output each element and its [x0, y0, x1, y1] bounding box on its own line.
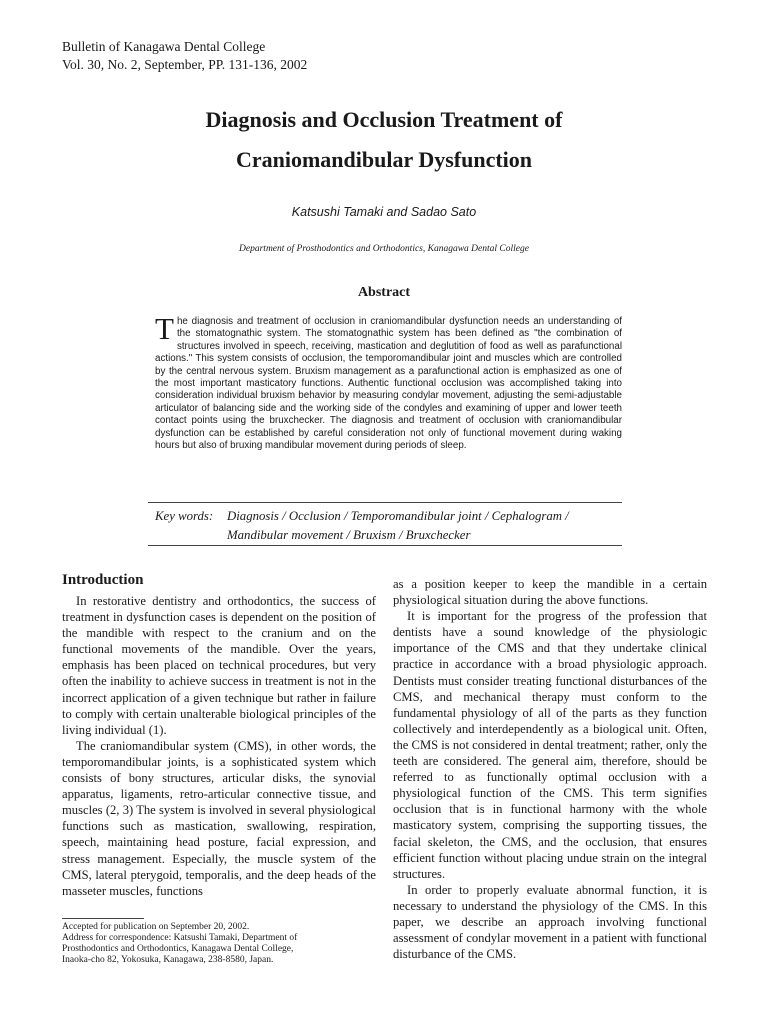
- abstract-text: he diagnosis and treatment of occlusion in craniomandibular dysfunction needs an understanding of the stomatognathic system. The stomatognathic system has been defined as "the combination of structures involved in speech, receiving, mastication and deglutition of food as well as parafunctional actions." This system consists of occlusion, the temporomandibular joint and muscles which are controlled by the central nervous system. Bruxism management as a parafunctional action is emphasized as one of the most important masticatory functions. Authentic functional occlusion was accomplished taking into consideration individual bruxism behavior by measuring condylar movement, adjusting the semi-adjustable articulator of balancing side and the working side of the condyles and examining of upper and lower teeth contact points using the bruxchecker. The diagnosis and treatment of occlusion with craniomandibular dysfunction can be established by careful consideration not only of functional movement during waking hours but also of bruxing mandibular movement during periods of sleep.: [155, 316, 622, 452]
- right-column: [393, 576, 707, 962]
- keywords-bottom-rule: [148, 545, 622, 546]
- footnote: [62, 922, 382, 966]
- footnote-address-2: Prosthodontics and Orthodontics, Kanagawa Dental College,: [62, 944, 294, 954]
- abstract-body: [155, 311, 622, 452]
- footnote-address-3: Inaoka-cho 82, Yokosuka, Kanagawa, 238-8580, Japan.: [62, 955, 274, 965]
- title-line-1: Diagnosis and Occlusion Treatment of: [205, 107, 563, 132]
- right-paragraph-1: It is important for the progress of the profession that dentists have a sound knowledge of the physiologic importance of the CMS and that they undertake clinical practice in accordance with a broad physiologic approach. Dentists must consider treating functional disturbances of the CMS, and mechanical therapy must conform to the fundamental physiology of all of the parts as they function collectively and interdependently as a biological unit. Often, the CMS is not considered in dental treatment; rather, only the teeth are considered. The general aim, therefore, should be referred to as functionally optimal occlusion with a physiological function of the CMS. This term signifies occlusion that is in functional harmony with the whole masticatory system, comprising the supporting tissues, the facial skeleton, the CMS, and the occlusion, that ensures efficient function without placing undue strain on the integral structures.: [393, 609, 707, 881]
- keywords-label: Key words:: [155, 509, 214, 523]
- right-paragraph-continued: as a position keeper to keep the mandible in a certain physiological situation during the above functions.: [393, 577, 707, 608]
- keywords-top-rule: [148, 502, 622, 503]
- title-line-2: Craniomandibular Dysfunction: [235, 147, 533, 172]
- footnote-rule: [62, 918, 144, 919]
- footnote-accepted: Accepted for publication on September 20, 2002.: [62, 922, 250, 932]
- affiliation: Department of Prosthodontics and Orthodontics, Kanagawa Dental College: [239, 244, 529, 254]
- authors: Katsushi Tamaki and Sadao Sato: [291, 205, 477, 219]
- left-column: [62, 572, 376, 899]
- abstract-dropcap: T: [155, 311, 174, 346]
- journal-volume: Vol. 30, No. 2, September, PP. 131-136, 2002: [62, 57, 308, 72]
- journal-name: Bulletin of Kanagawa Dental College: [62, 39, 266, 54]
- journal-citation: [62, 38, 307, 74]
- abstract-heading: Abstract: [357, 285, 411, 300]
- keywords-line-1: Diagnosis / Occlusion / Temporomandibular joint / Cephalogram /: [227, 509, 569, 523]
- right-paragraph-2: In order to properly evaluate abnormal function, it is necessary to understand the physiology of the CMS. In this paper, we describe an approach involving functional assessment of condylar movement in a patient with functional disturbance of the CMS.: [393, 882, 707, 962]
- footnote-address-1: Address for correspondence: Katsushi Tamaki, Department of: [62, 933, 298, 943]
- paper-title: [0, 100, 768, 180]
- introduction-heading: Introduction: [62, 572, 144, 588]
- intro-paragraph-2: The craniomandibular system (CMS), in other words, the temporomandibular joints, is a sophisticated system which consists of bony structures, articular disks, the synovial apparatus, ligaments, retro-articular connective tissue, and muscles (2, 3) The system is involved in several physiological functions such as mastication, swallowing, respiration, speech, maintaining head posture, facial expression, and stress management. Especially, the muscle system of the CMS, lateral pterygoid, temporalis, and the deep heads of the masseter muscles, functions: [62, 738, 376, 898]
- keywords: [155, 507, 625, 545]
- intro-paragraph-1: In restorative dentistry and orthodontics, the success of treatment in dysfunction cases is dependent on the position of the mandible with respect to the cranium and on the functional movements of the mandible. Over the years, emphasis has been placed on technical procedures, but very often the inability to achieve success in treatment is not in the incorrect application of a given technique but rather in failure to comply with certain unalterable biological principles of the living individual (1).: [62, 594, 376, 737]
- keywords-line-2: Mandibular movement / Bruxism / Bruxchecker: [227, 528, 471, 542]
